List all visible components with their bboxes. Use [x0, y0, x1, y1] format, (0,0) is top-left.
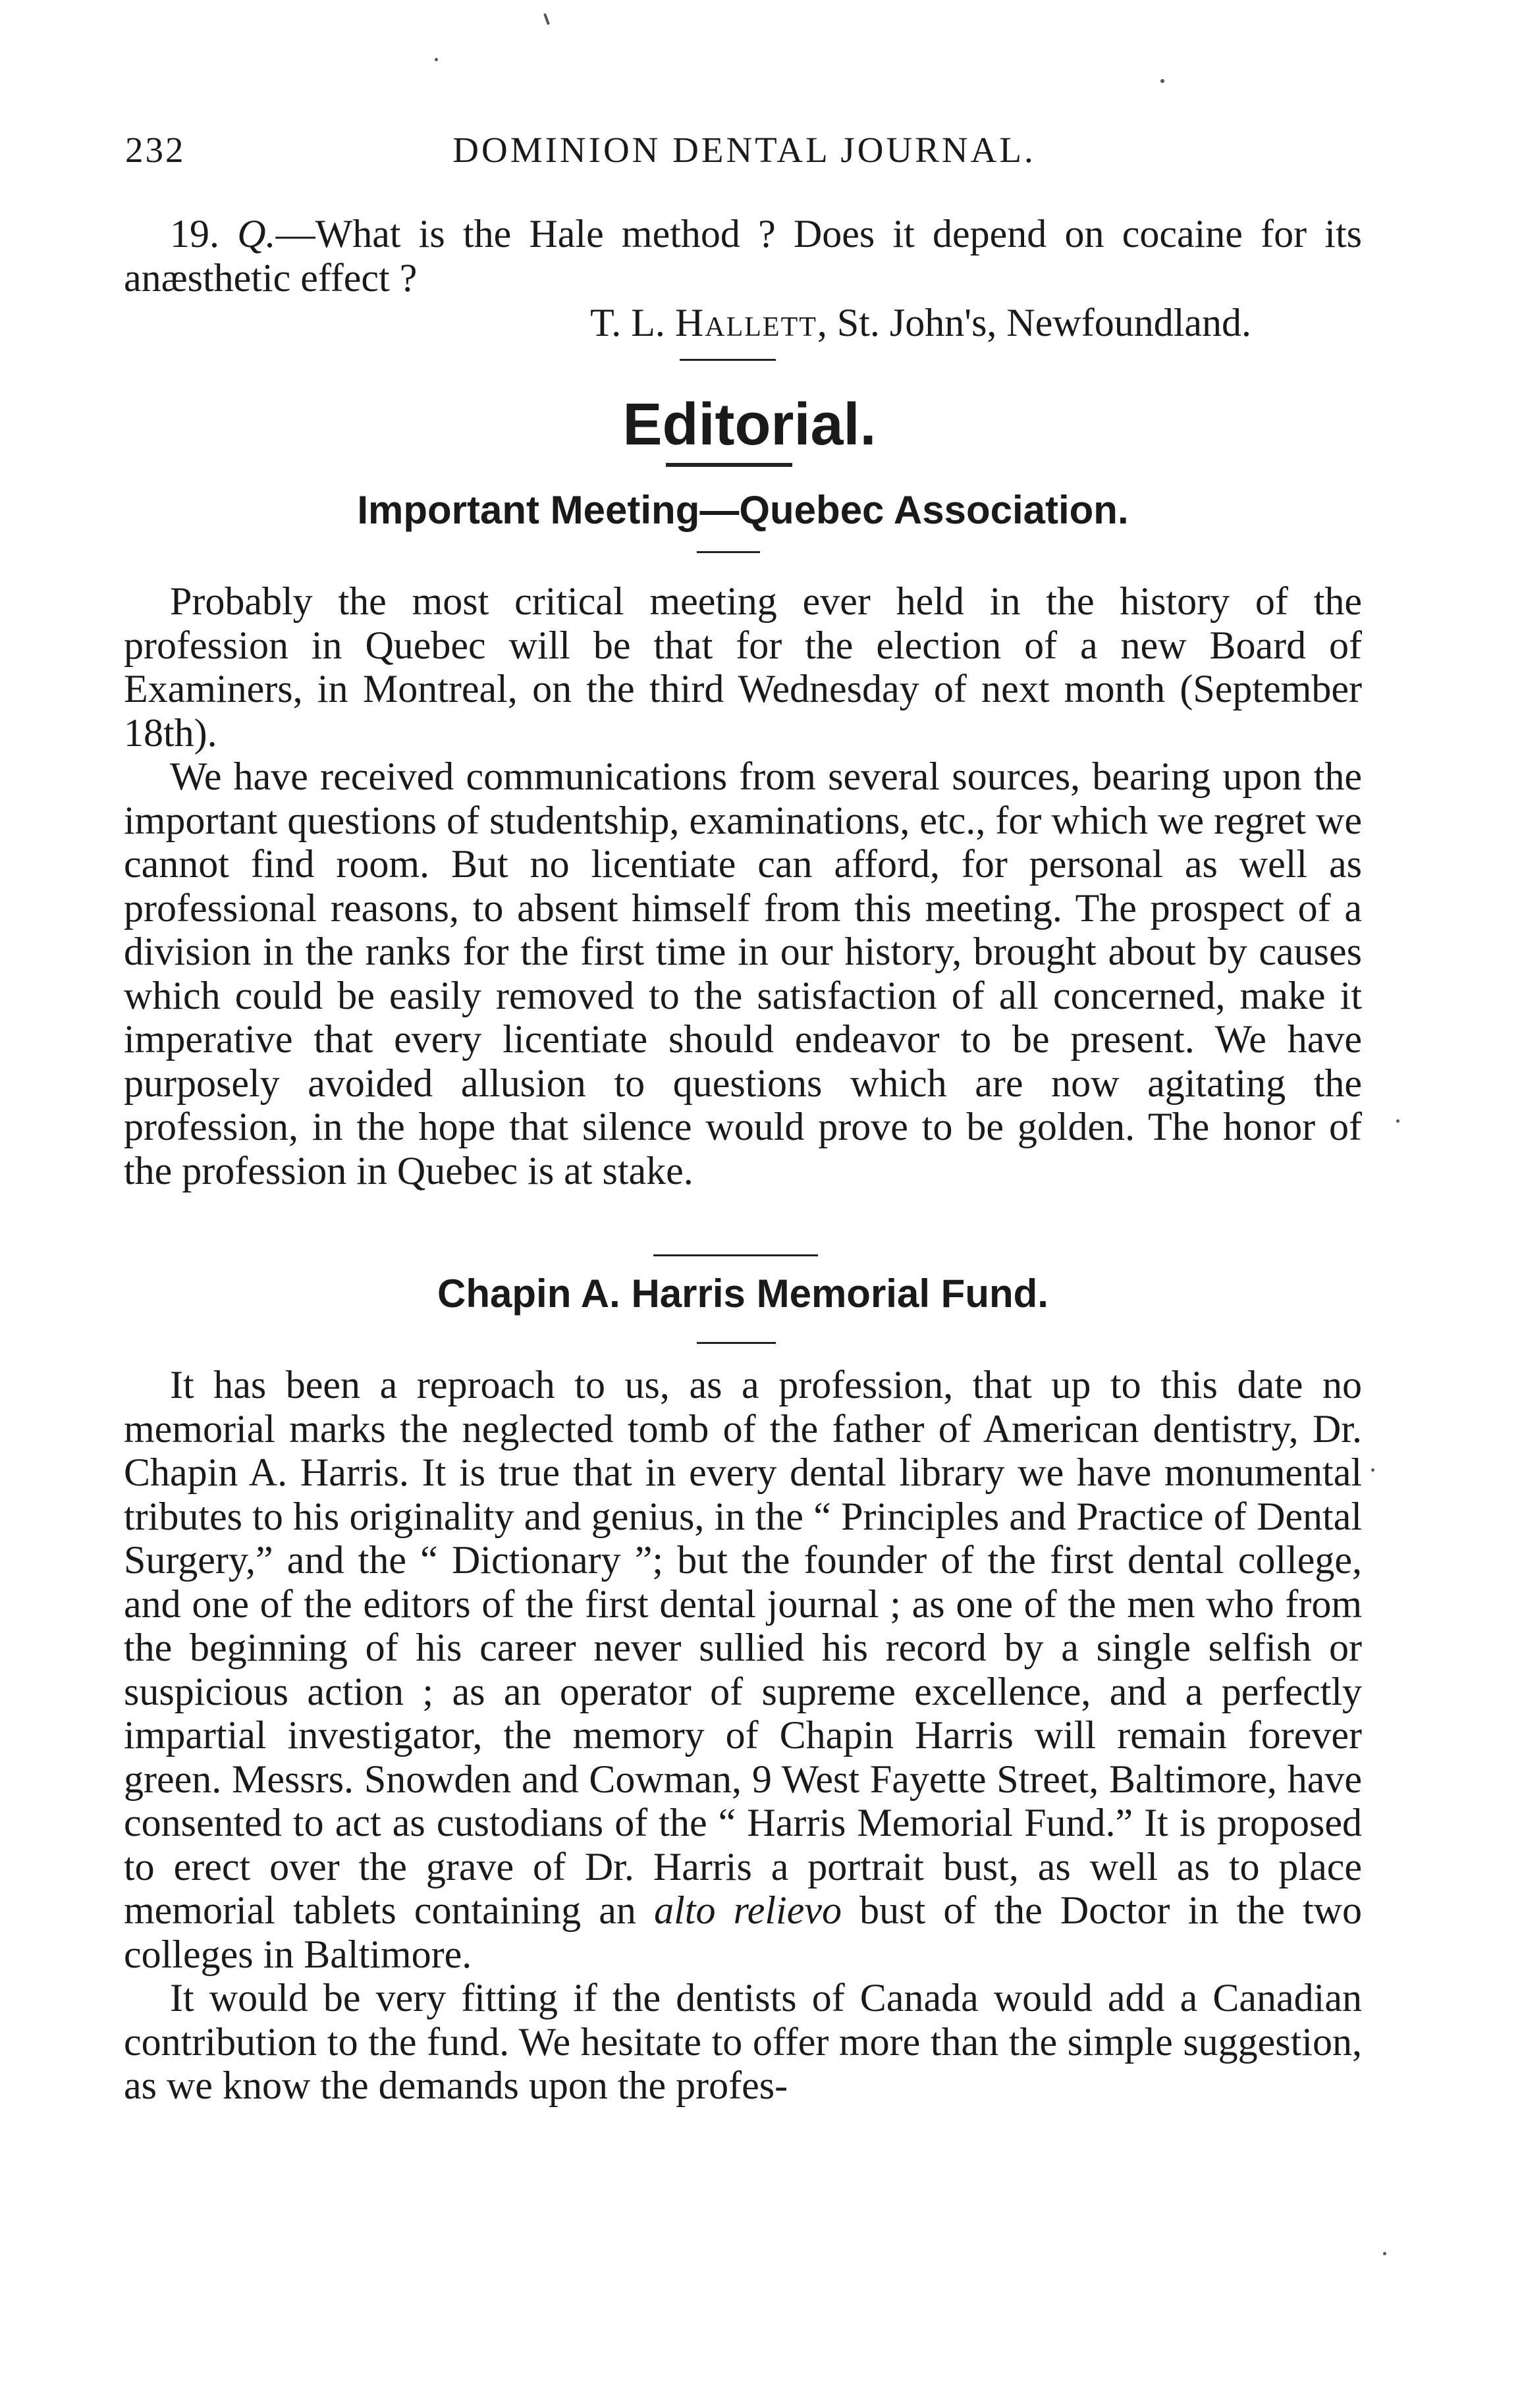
signature-name: Hallett: [674, 301, 817, 344]
query-q-letter: Q.: [237, 212, 276, 255]
divider-rule: [697, 551, 760, 553]
reader-query: [124, 212, 1362, 300]
print-speck: [435, 58, 438, 61]
article-title-harris-fund: Chapin A. Harris Memorial Fund.: [437, 1271, 1048, 1316]
article-paragraph: [124, 1363, 1362, 1976]
query-number: 19.: [170, 212, 219, 255]
article-paragraph: Probably the most critical meeting ever held in the history of the profession in Quebec will be that for the election of a new Board of Examiners, in Montreal, on the third Wednesday of next month (September 18th).: [124, 579, 1362, 755]
divider-rule: [680, 359, 776, 361]
signature-initials: T. L.: [590, 301, 665, 344]
article-paragraph: It would be very fitting if the dentists of Canada would add a Canadian contribution to the fund. We hesitate to offer more than the simple suggestion, as we know the demands upon the profes-: [124, 1976, 1362, 2107]
journal-title: DOMINION DENTAL JOURNAL.: [452, 130, 1036, 170]
divider-rule: [666, 463, 792, 467]
query-paragraph: [124, 212, 1362, 300]
print-speck: [1383, 2252, 1386, 2255]
paragraph-text: bust of the Doctor in the two colleges in Baltimore.: [124, 1888, 1362, 1976]
print-speck: [543, 13, 550, 25]
page-number: 232: [125, 130, 186, 170]
print-speck: [1160, 79, 1164, 83]
signature-place: , St. John's, Newfoundland.: [817, 301, 1251, 344]
article-title-quebec: Important Meeting—Quebec Association.: [357, 488, 1129, 532]
article-paragraph: We have received communications from several sources, bearing upon the important questions of studentship, examinations, etc., for which we regret we cannot find room. But no licentiate can afford, for personal as well as professional reasons, to absent himself from this meeting. The prospect of a division in the ranks for the first time in our history, brought about by causes which could be easily removed to the satisfaction of all concerned, make it imperative that every licentiate should endeavor to be present. We have purposely avoided allusion to questions which are now agitating the profession, in the hope that silence would prove to be golden. The honor of the profession in Quebec is at stake.: [124, 755, 1362, 1192]
paragraph-text: It has been a reproach to us, as a profession, that up to this date no memorial marks the neglected tomb of the father of American dentistry, Dr. Chapin A. Harris. It is true that in every dental library we have monumental tributes to his originality and genius, in the “ Principles and Practice of Dental Surgery,” and the “ Dictionary ”; but the founder of the first dental college, and one of the editors of the first dental journal ; as one of the men who from the beginning of his career never sullied his record by a single selfish or suspicious action ; as an operator of supreme excellence, and a perfectly impartial investigator, the memory of Chapin Harris will remain forever green. Messrs. Snowden and Cowman, 9 West Fayette Street, Baltimore, have consented to act as custodians of the “ Harris Memorial Fund.” It is proposed to erect over the grave of Dr. Harris a portrait bust, as well as to place memorial tablets containing an: [124, 1363, 1362, 1932]
print-speck: [1396, 1119, 1400, 1123]
query-signature: [124, 300, 1362, 346]
editorial-heading: Editorial.: [622, 392, 877, 458]
article-body-quebec: [124, 579, 1362, 1192]
divider-rule: [653, 1254, 818, 1256]
running-head: [125, 129, 1363, 175]
query-text: —What is the Hale method ? Does it depend on cocaine for its anæsthetic effect ?: [124, 212, 1363, 300]
divider-rule: [697, 1342, 776, 1344]
article-body-harris-fund: [124, 1363, 1362, 2108]
italic-phrase: alto relievo: [654, 1888, 842, 1932]
print-speck: [1371, 1468, 1374, 1472]
